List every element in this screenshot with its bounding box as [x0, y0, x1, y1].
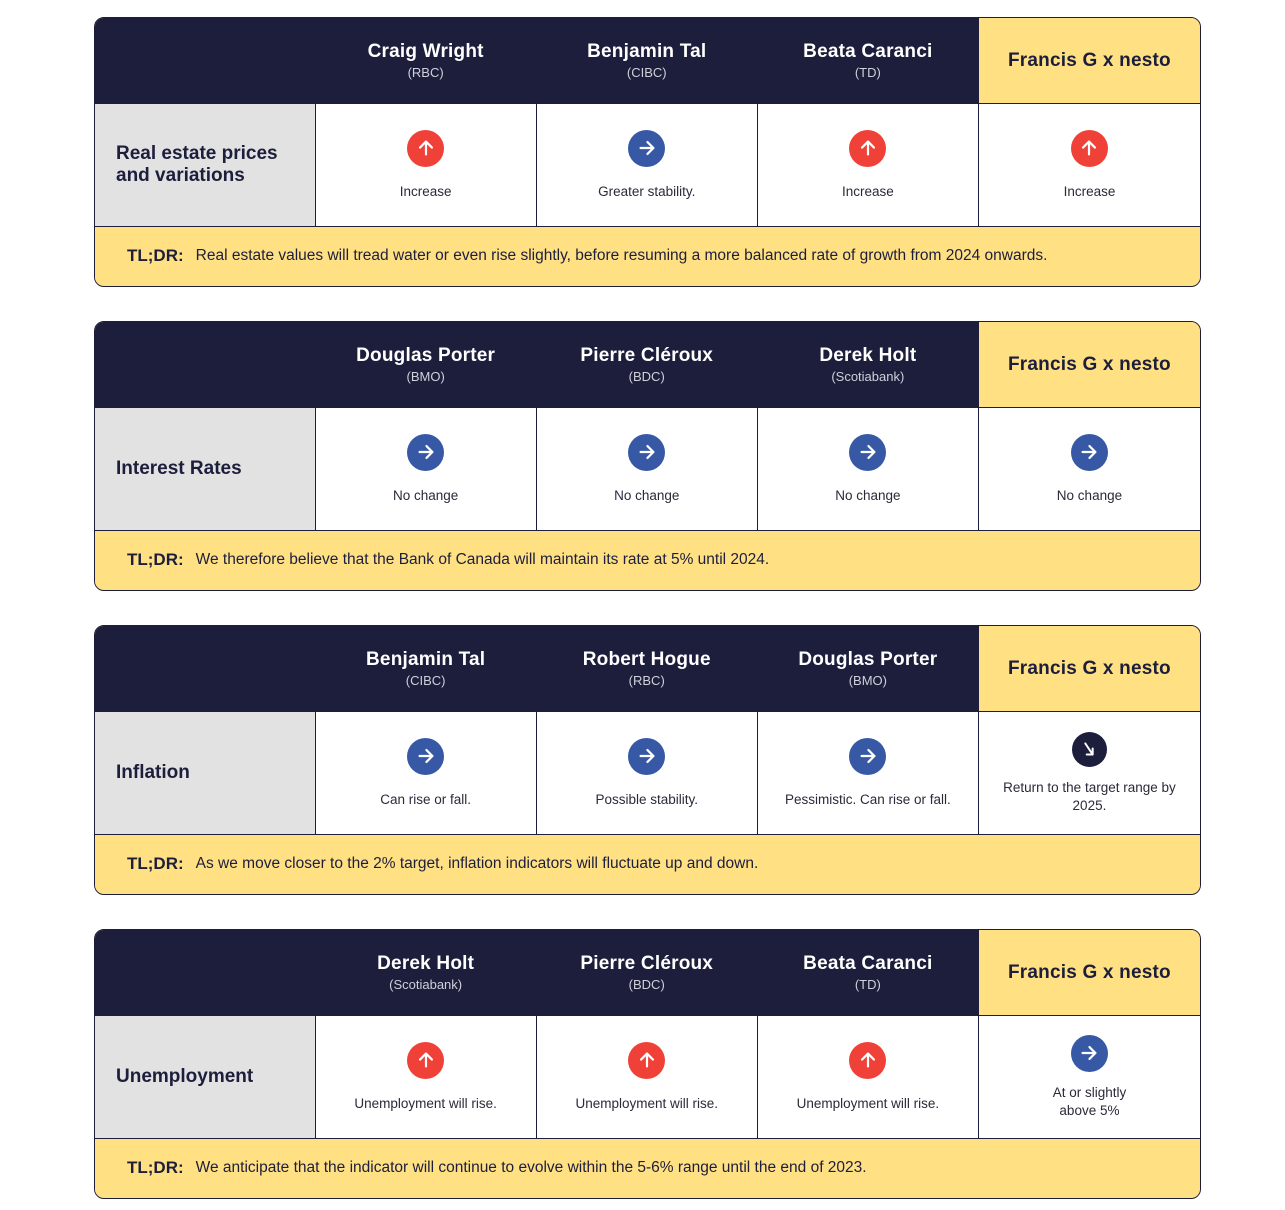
forecast-cell [537, 408, 758, 530]
expert-name: Francis G x nesto [1008, 657, 1171, 679]
card-header-row [95, 18, 1200, 103]
row-label [95, 408, 316, 530]
nesto-header [979, 626, 1200, 711]
up-arrow-icon [849, 1042, 886, 1079]
card-body-row [95, 407, 1200, 531]
tldr-text: We anticipate that the indicator will continue to evolve within the 5-6% range until the end of 2023. [195, 1159, 867, 1176]
expert-name: Beata Caranci [803, 953, 933, 974]
expert-name: Derek Holt [377, 953, 475, 974]
expert-header [758, 322, 979, 407]
row-label-line1: Real estate prices [116, 143, 278, 164]
expert-bank: (BMO) [848, 673, 887, 688]
header-corner [95, 626, 316, 711]
expert-header [537, 18, 758, 103]
forecast-text: No change [835, 487, 901, 503]
forecast-card-inflation [94, 625, 1201, 895]
forecast-cell [979, 1016, 1200, 1138]
forecast-cell [537, 712, 758, 834]
tldr-label: TL;DR: [127, 854, 184, 873]
card-body-row [95, 103, 1200, 227]
forecast-cell [979, 104, 1200, 226]
up-arrow-icon [407, 1042, 444, 1079]
tldr-row [95, 835, 1200, 893]
expert-bank: (RBC) [407, 65, 444, 80]
forecast-text: Pessimistic. Can rise or fall. [784, 791, 951, 807]
nesto-header [979, 18, 1200, 103]
tldr-text: Real estate values will tread water or even rise slightly, before resuming a more balanced rate of growth from 2024 onwards. [195, 247, 1048, 264]
row-label-line2: and variations [116, 165, 245, 186]
expert-header [316, 626, 537, 711]
card-header-row [95, 930, 1200, 1015]
header-corner [95, 18, 316, 103]
right-arrow-icon [628, 130, 665, 167]
expert-name: Francis G x nesto [1008, 961, 1171, 983]
expert-name: Robert Hogue [582, 649, 711, 670]
down-arrow-icon [1072, 732, 1107, 767]
right-arrow-icon [407, 434, 444, 471]
expert-name: Derek Holt [819, 345, 917, 366]
forecast-cell [316, 408, 537, 530]
expert-bank: (Scotiabank) [389, 977, 463, 992]
forecast-card-unemployment [94, 929, 1201, 1199]
tldr-row [95, 227, 1200, 285]
expert-header [758, 930, 979, 1015]
expert-name: Douglas Porter [798, 649, 938, 670]
nesto-header [979, 322, 1200, 407]
tldr-label: TL;DR: [127, 246, 184, 265]
right-arrow-icon [849, 738, 886, 775]
expert-bank: (RBC) [628, 673, 665, 688]
expert-name: Francis G x nesto [1008, 49, 1171, 71]
tldr-row [95, 1139, 1200, 1197]
tldr-label: TL;DR: [127, 550, 184, 569]
card-body-row [95, 711, 1200, 835]
expert-header [316, 930, 537, 1015]
forecast-text: Increase [1063, 183, 1116, 199]
forecast-text: No change [393, 487, 459, 503]
forecast-text: No change [614, 487, 680, 503]
right-arrow-icon [1071, 434, 1108, 471]
row-label [95, 712, 316, 834]
up-arrow-icon [1071, 130, 1108, 167]
forecast-cell [979, 712, 1200, 834]
forecast-cell [316, 1016, 537, 1138]
expert-name: Craig Wright [367, 41, 484, 62]
header-corner [95, 322, 316, 407]
forecast-cell [537, 104, 758, 226]
forecast-text: Greater stability. [598, 183, 696, 199]
up-arrow-icon [407, 130, 444, 167]
forecast-text: Unemployment will rise. [575, 1095, 719, 1111]
expert-bank: (TD) [854, 65, 881, 80]
expert-name: Douglas Porter [356, 345, 496, 366]
expert-header [537, 322, 758, 407]
expert-header [316, 18, 537, 103]
forecast-card-interest-rates [94, 321, 1201, 591]
forecast-text: At or slightly above 5% [1052, 1084, 1127, 1118]
expert-header [316, 322, 537, 407]
forecast-cell [758, 1016, 979, 1138]
right-arrow-icon [628, 738, 665, 775]
expert-header [758, 626, 979, 711]
expert-bank: (BDC) [628, 369, 665, 384]
expert-name: Pierre Cléroux [580, 345, 714, 366]
expert-header [537, 930, 758, 1015]
forecast-cell [316, 104, 537, 226]
forecast-text: Increase [841, 183, 894, 199]
tldr-label: TL;DR: [127, 1158, 184, 1177]
forecast-cell [316, 712, 537, 834]
expert-name: Francis G x nesto [1008, 353, 1171, 375]
row-label-line1: Unemployment [116, 1066, 254, 1087]
expert-name: Benjamin Tal [587, 41, 707, 62]
expert-name: Pierre Cléroux [580, 953, 714, 974]
card-body-row [95, 1015, 1200, 1139]
forecast-cell [758, 712, 979, 834]
row-label [95, 104, 316, 226]
tldr-row [95, 531, 1200, 589]
expert-bank: (BDC) [628, 977, 665, 992]
expert-bank: (CIBC) [626, 65, 667, 80]
expert-bank: (BMO) [406, 369, 445, 384]
nesto-header [979, 930, 1200, 1015]
forecast-cell [758, 104, 979, 226]
up-arrow-icon [849, 130, 886, 167]
forecast-cell [537, 1016, 758, 1138]
forecast-text: Unemployment will rise. [796, 1095, 940, 1111]
right-arrow-icon [407, 738, 444, 775]
expert-header [758, 18, 979, 103]
card-header-row [95, 322, 1200, 407]
forecast-card-real-estate [94, 17, 1201, 287]
right-arrow-icon [628, 434, 665, 471]
right-arrow-icon [849, 434, 886, 471]
forecast-text: Can rise or fall. [380, 791, 472, 807]
expert-header [537, 626, 758, 711]
forecast-cell [758, 408, 979, 530]
expert-bank: (TD) [854, 977, 881, 992]
forecast-text: Possible stability. [595, 791, 699, 807]
card-header-row [95, 626, 1200, 711]
forecast-text: Increase [399, 183, 452, 199]
expert-name: Benjamin Tal [366, 649, 486, 670]
tldr-text: We therefore believe that the Bank of Canada will maintain its rate at 5% until 2024. [195, 551, 770, 568]
forecast-text: Return to the target range by 2025. [1003, 779, 1176, 813]
expert-bank: (Scotiabank) [831, 369, 905, 384]
right-arrow-icon [1071, 1035, 1108, 1072]
row-label [95, 1016, 316, 1138]
expert-bank: (CIBC) [405, 673, 446, 688]
up-arrow-icon [628, 1042, 665, 1079]
forecast-cell [979, 408, 1200, 530]
header-corner [95, 930, 316, 1015]
row-label-line1: Inflation [116, 762, 190, 783]
forecast-text: Unemployment will rise. [354, 1095, 497, 1111]
expert-name: Beata Caranci [803, 41, 933, 62]
tldr-text: As we move closer to the 2% target, inflation indicators will fluctuate up and down. [195, 855, 759, 872]
row-label-line1: Interest Rates [116, 458, 242, 479]
forecast-text: No change [1056, 487, 1123, 503]
